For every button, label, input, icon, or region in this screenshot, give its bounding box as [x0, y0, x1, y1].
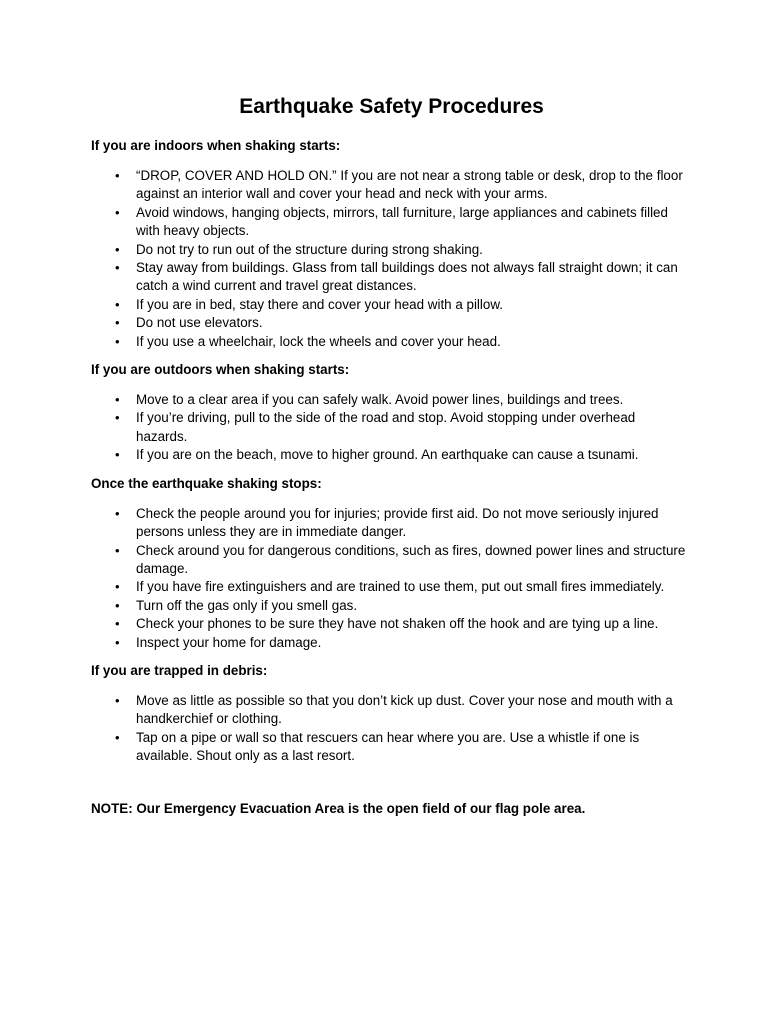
section-indoors [91, 137, 688, 351]
bullet-icon: • [115, 315, 120, 331]
bullet-icon: • [115, 410, 120, 426]
list-item-text: If you’re driving, pull to the side of the road and stop. Avoid stopping under overhead hazards. [136, 410, 636, 444]
list-item [91, 615, 688, 633]
evacuation-note: NOTE: Our Emergency Evacuation Area is the open field of our flag pole area. [91, 800, 586, 816]
list-item [91, 204, 688, 241]
list-item-text: Do not try to run out of the structure during strong shaking. [136, 241, 483, 257]
list-item-text: If you are in bed, stay there and cover your head with a pillow. [136, 296, 503, 312]
list-item [91, 167, 688, 204]
bullet-icon: • [115, 634, 120, 650]
list-item [91, 314, 688, 332]
bullet-list [91, 505, 688, 652]
list-item [91, 578, 688, 596]
section-after-shaking [91, 475, 688, 652]
bullet-icon: • [115, 333, 120, 349]
list-item-text: Stay away from buildings. Glass from tall buildings does not always fall straight down; it can catch a wind current and travel great distances. [136, 260, 678, 294]
list-item [91, 542, 688, 579]
bullet-icon: • [115, 597, 120, 613]
bullet-icon: • [115, 296, 120, 312]
bullet-icon: • [115, 204, 120, 220]
list-item-text: If you are on the beach, move to higher ground. An earthquake can cause a tsunami. [136, 447, 639, 463]
bullet-icon: • [115, 447, 120, 463]
list-item [91, 391, 688, 409]
list-item-text: Tap on a pipe or wall so that rescuers can hear where you are. Use a whistle if one is available. Shout only as a last resort. [136, 729, 640, 764]
list-item [91, 692, 688, 729]
section-trapped [91, 662, 688, 766]
bullet-icon: • [115, 542, 120, 558]
bullet-icon: • [115, 260, 120, 276]
list-item-text: Move as little as possible so that you don’t kick up dust. Cover your nose and mouth with a handkerchief or clothing. [136, 692, 673, 727]
list-item-text: Do not use elevators. [136, 315, 263, 331]
list-item [91, 597, 688, 615]
spacer [91, 776, 688, 800]
list-item-text: Inspect your home for damage. [136, 634, 322, 650]
section-heading: If you are outdoors when shaking starts: [91, 362, 350, 378]
document-title: Earthquake Safety Procedures [239, 95, 544, 118]
bullet-icon: • [115, 241, 120, 257]
bullet-icon: • [115, 579, 120, 595]
bullet-icon: • [115, 692, 120, 708]
list-item-text: Check your phones to be sure they have not shaken off the hook and are tying up a line. [136, 616, 659, 632]
list-item [91, 446, 688, 464]
list-item-text: “DROP, COVER AND HOLD ON.” If you are not near a strong table or desk, drop to the floor against an interior wall and cover your head and neck with your arms. [136, 168, 683, 202]
section-heading: Once the earthquake shaking stops: [91, 475, 322, 491]
list-item [91, 729, 688, 766]
list-item [91, 333, 688, 351]
list-item-text: Check around you for dangerous conditions, such as fires, downed power lines and structure damage. [136, 542, 686, 576]
list-item-text: Move to a clear area if you can safely walk. Avoid power lines, buildings and trees. [136, 392, 624, 408]
bullet-icon: • [115, 392, 120, 408]
list-item-text: Avoid windows, hanging objects, mirrors, tall furniture, large appliances and cabinets filled with heavy objects. [136, 204, 668, 239]
bullet-list [91, 692, 688, 766]
list-item-text: Check the people around you for injuries; provide first aid. Do not move seriously injured persons unless they are in immediate danger. [136, 505, 659, 540]
list-item [91, 409, 688, 446]
list-item [91, 296, 688, 314]
list-item [91, 259, 688, 296]
bullet-icon: • [115, 168, 120, 183]
list-item [91, 634, 688, 652]
bullet-icon: • [115, 616, 120, 632]
bullet-icon: • [115, 729, 120, 745]
list-item [91, 241, 688, 259]
list-item-text: If you use a wheelchair, lock the wheels and cover your head. [136, 333, 501, 349]
section-heading: If you are trapped in debris: [91, 662, 268, 678]
list-item-text: Turn off the gas only if you smell gas. [136, 597, 358, 613]
list-item-text: If you have fire extinguishers and are trained to use them, put out small fires immediately. [136, 579, 665, 595]
bullet-list [91, 167, 688, 351]
section-outdoors [91, 361, 688, 465]
list-item [91, 505, 688, 542]
bullet-list [91, 391, 688, 465]
bullet-icon: • [115, 505, 120, 521]
section-heading: If you are indoors when shaking starts: [91, 138, 341, 153]
